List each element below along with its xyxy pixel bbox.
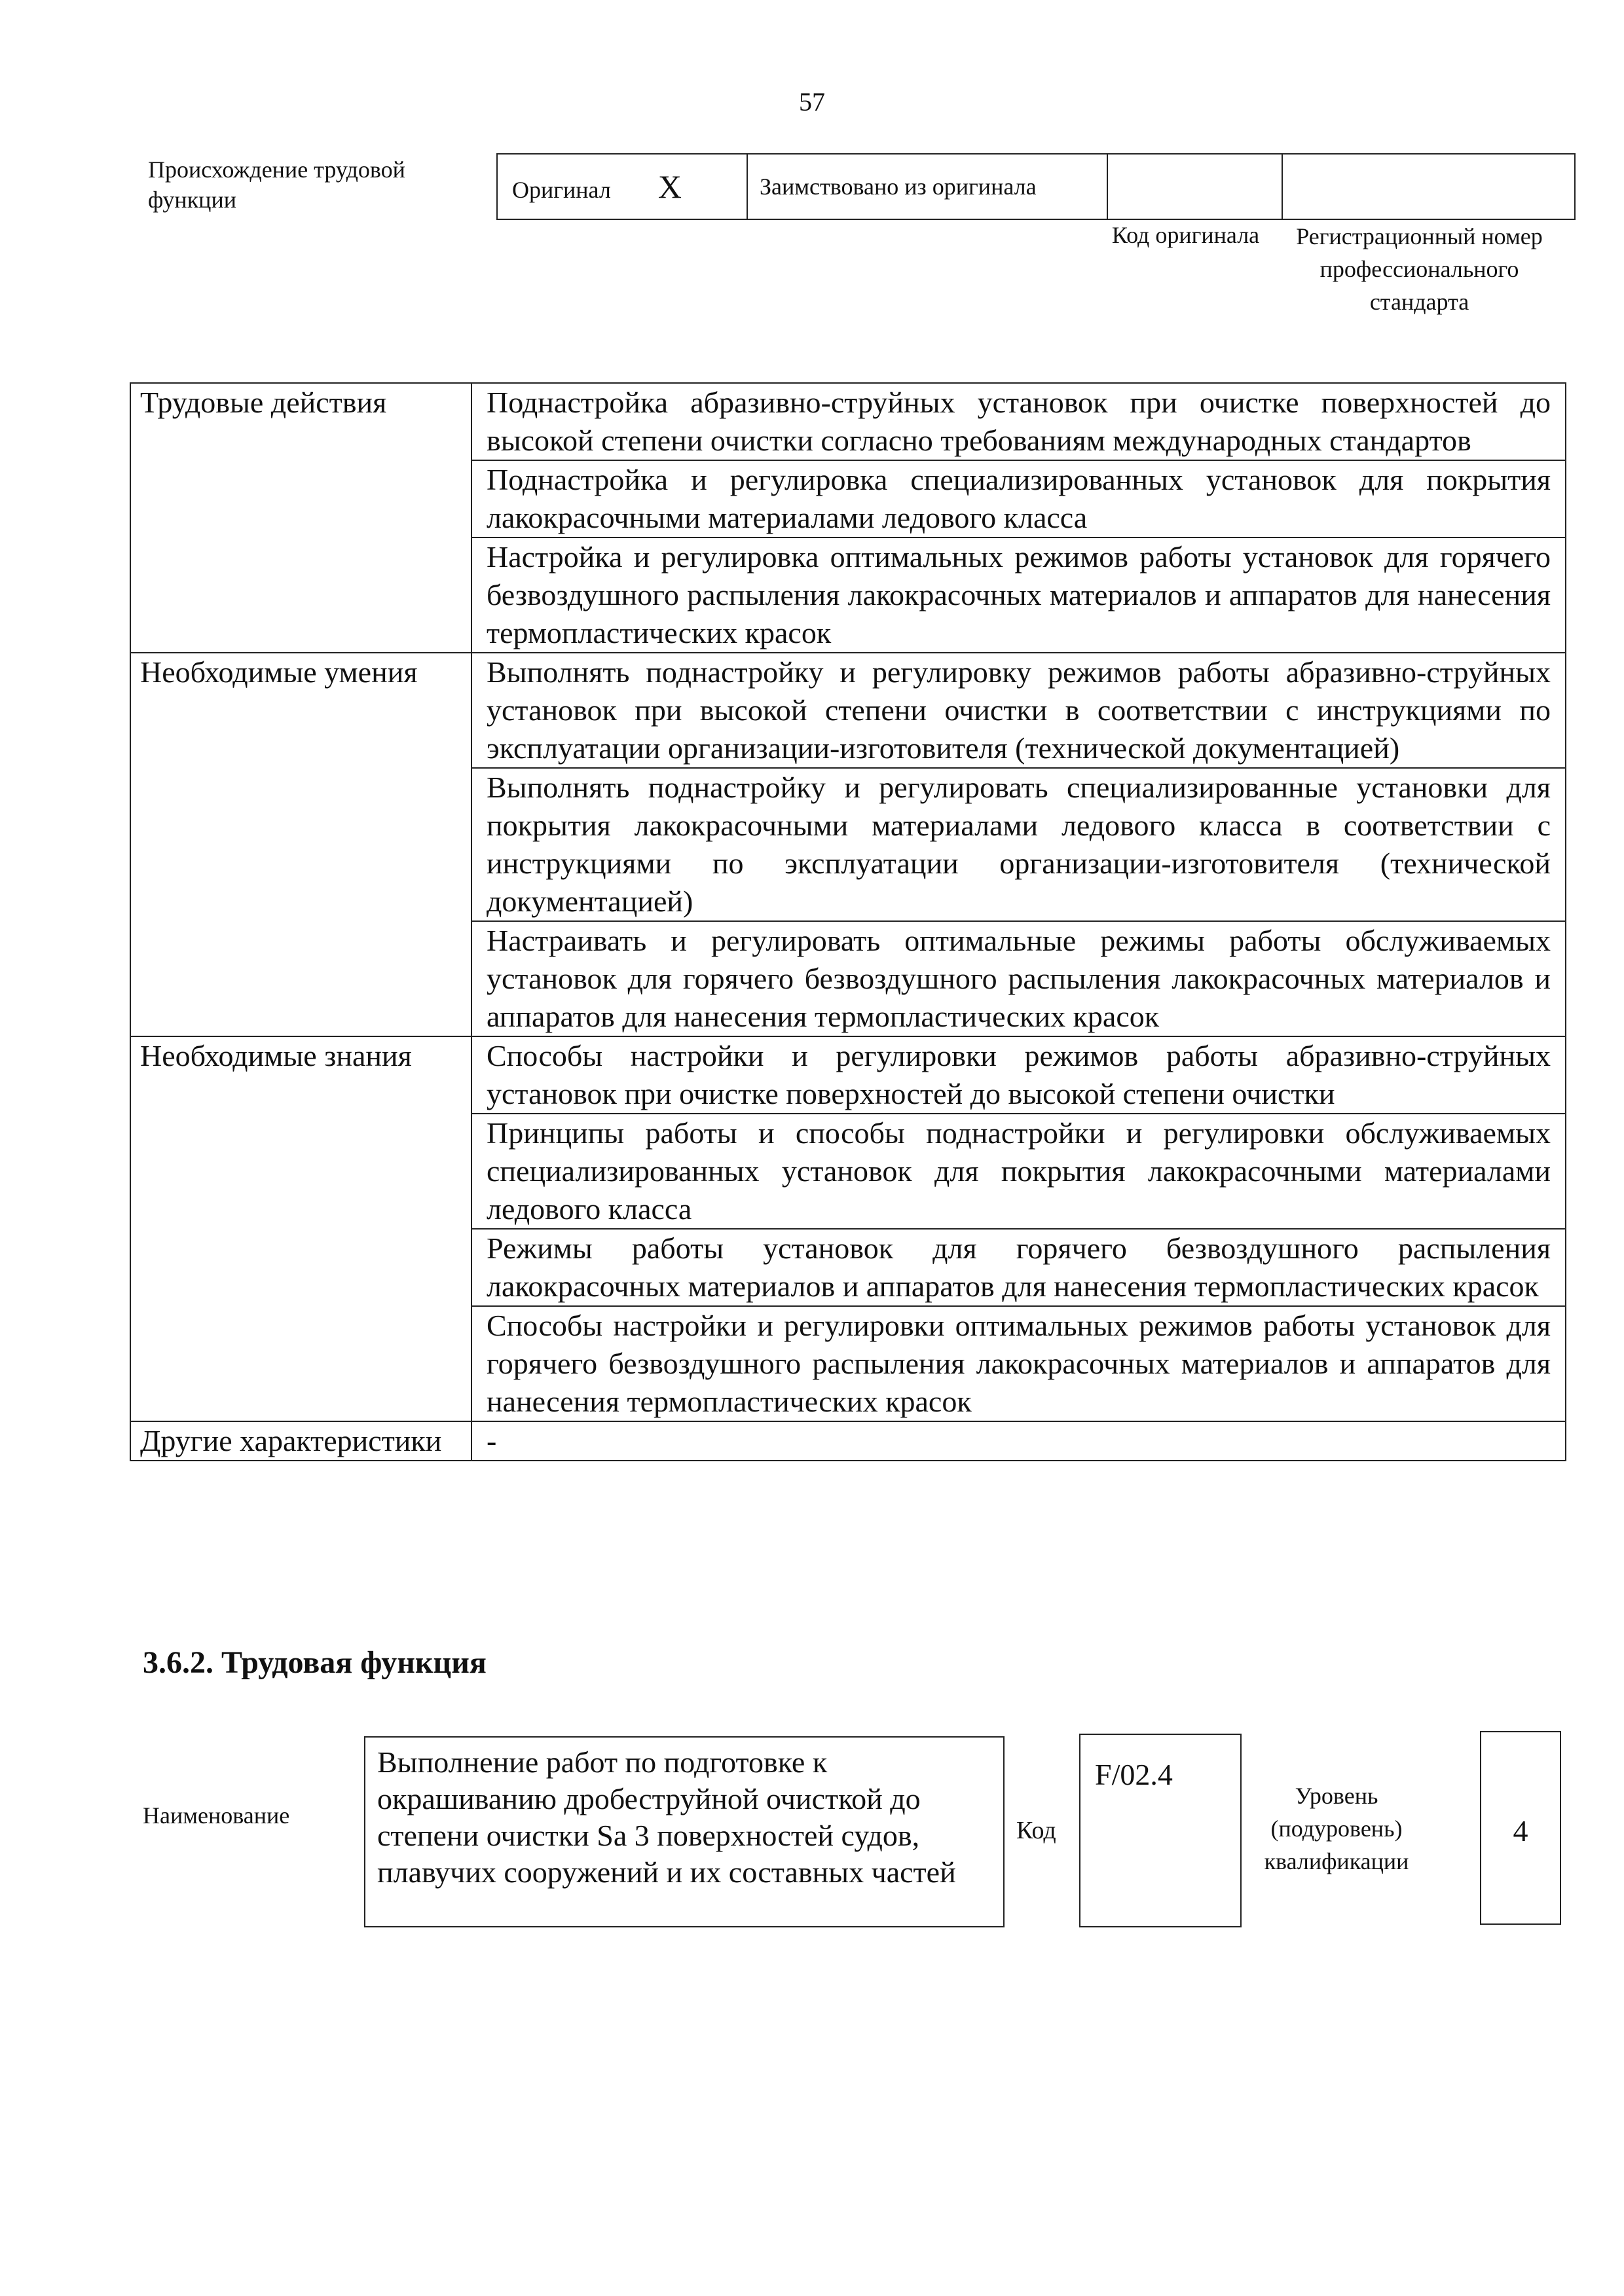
table-row bbox=[130, 1036, 1566, 1114]
original-text: Оригинал bbox=[512, 177, 611, 203]
page-number: 57 bbox=[799, 87, 825, 117]
section-item: Способы настройки и регулировки оптимальных режимов работы установок для горячего безвоздушного распыления лакокрасочных материалов и аппаратов для нанесения термопластических красок bbox=[471, 1306, 1566, 1421]
section-title: 3.6.2. Трудовая функция bbox=[143, 1645, 487, 1680]
functions-table bbox=[130, 382, 1566, 1461]
original-cell bbox=[497, 154, 747, 219]
table-row bbox=[130, 1421, 1566, 1461]
borrowed-cell: Заимствовано из оригинала bbox=[747, 154, 1107, 219]
function-code-box: F/02.4 bbox=[1079, 1734, 1242, 1927]
section-item: Выполнять поднастройку и регулировку режимов работы абразивно-струйных установок при высокой степени очистки в соответствии с инструкциями по эксплуатации организации-изготовителя (технической документацией) bbox=[471, 653, 1566, 768]
level-label: Уровень (подуровень) квалификации bbox=[1264, 1783, 1409, 1874]
section-heading: Другие характеристики bbox=[130, 1421, 471, 1461]
section-item: Настройка и регулировка оптимальных режимов работы установок для горячего безвоздушного распыления лакокрасочных материалов и аппаратов для нанесения термопластических красок bbox=[471, 538, 1566, 653]
registration-number-cell bbox=[1282, 154, 1575, 219]
origin-label: Происхождение трудовой функции bbox=[148, 156, 405, 213]
section-heading: Трудовые действия bbox=[130, 383, 471, 653]
origin-table bbox=[496, 153, 1576, 220]
section-item: Поднастройка абразивно-струйных установок при очистке поверхностей до высокой степени очистки согласно требованиям международных стандартов bbox=[471, 383, 1566, 460]
code-caption: Код оригинала bbox=[1111, 222, 1260, 248]
name-label: Наименование bbox=[143, 1802, 290, 1829]
original-mark: X bbox=[657, 168, 682, 205]
registration-caption: Регистрационный номер профессионального стандарта bbox=[1296, 223, 1543, 315]
section-heading: Необходимые знания bbox=[130, 1036, 471, 1421]
table-row bbox=[130, 383, 1566, 460]
section-heading: Необходимые умения bbox=[130, 653, 471, 1036]
function-name-box: Выполнение работ по подготовке к окрашиванию дробеструйной очисткой до степени очистки Sa 3 поверхностей судов, плавучих сооружений и их составных частей bbox=[364, 1736, 1005, 1927]
level-box: 4 bbox=[1480, 1731, 1561, 1925]
section-item: Принципы работы и способы поднастройки и регулировки обслуживаемых специализированных установок для покрытия лакокрасочными материалами ледового класса bbox=[471, 1114, 1566, 1229]
code-label: Код bbox=[1016, 1817, 1056, 1844]
section-item: Поднастройка и регулировка специализированных установок для покрытия лакокрасочными материалами ледового класса bbox=[471, 460, 1566, 538]
original-code-cell bbox=[1107, 154, 1282, 219]
section-item: Настраивать и регулировать оптимальные режимы работы обслуживаемых установок для горячего безвоздушного распыления лакокрасочных материалов и аппаратов для нанесения термопластических красок bbox=[471, 921, 1566, 1036]
section-item: Способы настройки и регулировки режимов работы абразивно-струйных установок при очистке поверхностей до высокой степени очистки bbox=[471, 1036, 1566, 1114]
section-item: - bbox=[471, 1421, 1566, 1461]
section-item: Режимы работы установок для горячего безвоздушного распыления лакокрасочных материалов и аппаратов для нанесения термопластических красок bbox=[471, 1229, 1566, 1306]
table-row bbox=[130, 653, 1566, 768]
section-item: Выполнять поднастройку и регулировать специализированные установки для покрытия лакокрасочными материалами ледового класса в соответствии с инструкциями по эксплуатации организации-изготовителя (технической документацией) bbox=[471, 768, 1566, 921]
